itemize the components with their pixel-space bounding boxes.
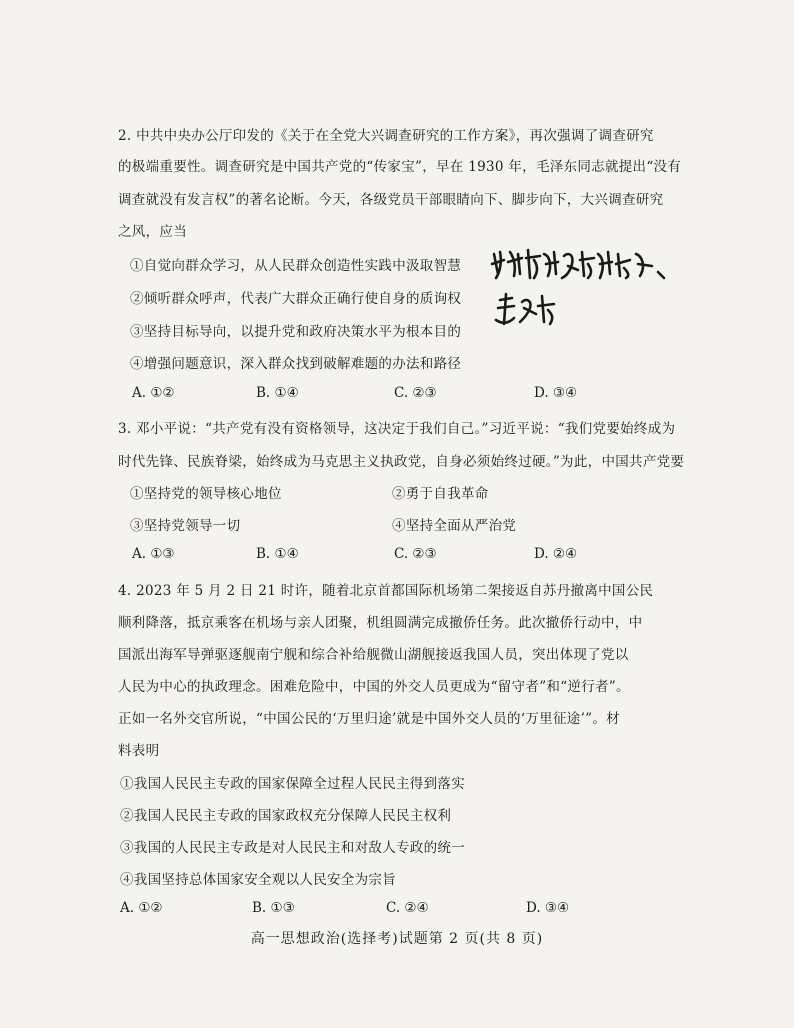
q2-option-a: A. ①② bbox=[132, 385, 175, 401]
q4-statement: ④我国坚持总体国家安全观以人民安全为宗旨 bbox=[120, 872, 396, 888]
q2-stem-line: 调查就没有发言权”的著名论断。今天，各级党员干部眼睛向下、脚步向下，大兴调查研究 bbox=[118, 192, 664, 208]
q4-option-a: A. ①② bbox=[120, 900, 163, 916]
q4-stem-line: 国派出海军导弹驱逐舰南宁舰和综合补给舰微山湖舰接返我国人员，突出体现了党以 bbox=[118, 647, 629, 663]
q2-statement: ②倾听群众呼声，代表广大群众正确行使自身的质询权 bbox=[130, 291, 462, 307]
q2-stem-line: 2. 中共中央办公厅印发的《关于在全党大兴调查研究的工作方案》，再次强调了调查研究 bbox=[118, 128, 654, 144]
q3-statement: ③坚持党领导一切 bbox=[130, 518, 241, 534]
q4-option-d: D. ③④ bbox=[526, 900, 570, 916]
q2-stem-line: 之风，应当 bbox=[118, 224, 187, 240]
q2-option-b: B. ①④ bbox=[256, 385, 299, 401]
q4-stem-line: 顺利降落，抵京乘客在机场与亲人团聚，机组圆满完成撤侨任务。此次撤侨行动中，中 bbox=[118, 615, 643, 631]
q4-stem-line: 4. 2023 年 5 月 2 日 21 时许，随着北京首都国际机场第二架接返自苏丹撤离中国公民 bbox=[118, 583, 654, 599]
q4-statement: ①我国人民民主专政的国家保障全过程人民民主得到落实 bbox=[120, 776, 465, 792]
q2-option-c: C. ②③ bbox=[394, 385, 437, 401]
q3-statement: ④坚持全面从严治党 bbox=[392, 518, 517, 534]
q4-stem-line: 料表明 bbox=[118, 743, 160, 759]
q2-statement: ④增强问题意识，深入群众找到破解难题的办法和路径 bbox=[130, 356, 462, 372]
q4-statement: ③我国的人民民主专政是对人民民主和对敌人专政的统一 bbox=[120, 840, 465, 856]
q4-stem-line: 正如一名外交官所说，“中国公民的‘万里归途’就是中国外交人员的‘万里征途’”。材 bbox=[118, 711, 620, 727]
q3-statement: ②勇于自我革命 bbox=[392, 486, 489, 502]
q2-stem-line: 的极端重要性。调查研究是中国共产党的“传家宝”，早在 1930 年，毛泽东同志就提出“没有 bbox=[118, 159, 682, 175]
q3-stem-line: 时代先锋、民族脊梁，始终成为马克思主义执政党，自身必须始终过硬。”为此，中国共产党要 bbox=[118, 454, 685, 470]
q2-statement: ①自觉向群众学习，从人民群众创造性实践中汲取智慧 bbox=[130, 258, 462, 274]
q4-option-b: B. ①③ bbox=[252, 900, 295, 916]
q4-stem-line: 人民为中心的执政理念。困难危险中，中国的外交人员更成为“留守者”和“逆行者”。 bbox=[118, 679, 630, 695]
q3-option-a: A. ①③ bbox=[132, 546, 175, 562]
q3-option-b: B. ①④ bbox=[256, 546, 299, 562]
q4-statement: ②我国人民民主专政的国家政权充分保障人民民主权利 bbox=[120, 808, 452, 824]
calligraphy-inscription-image bbox=[488, 244, 678, 344]
q3-statement: ①坚持党的领导核心地位 bbox=[130, 486, 282, 502]
q3-option-c: C. ②③ bbox=[394, 546, 437, 562]
q3-stem-line: 3. 邓小平说：“共产党有没有资格领导，这决定于我们自己。”习近平说：“我们党要始终成为 bbox=[118, 421, 676, 437]
q4-option-c: C. ②④ bbox=[386, 900, 429, 916]
page-footer: 高一思想政治(选择考)试题第 2 页(共 8 页) bbox=[250, 931, 544, 947]
q2-option-d: D. ③④ bbox=[534, 385, 578, 401]
q2-statement: ③坚持目标导向，以提升党和政府决策水平为根本目的 bbox=[130, 324, 462, 340]
q3-option-d: D. ②④ bbox=[534, 546, 578, 562]
